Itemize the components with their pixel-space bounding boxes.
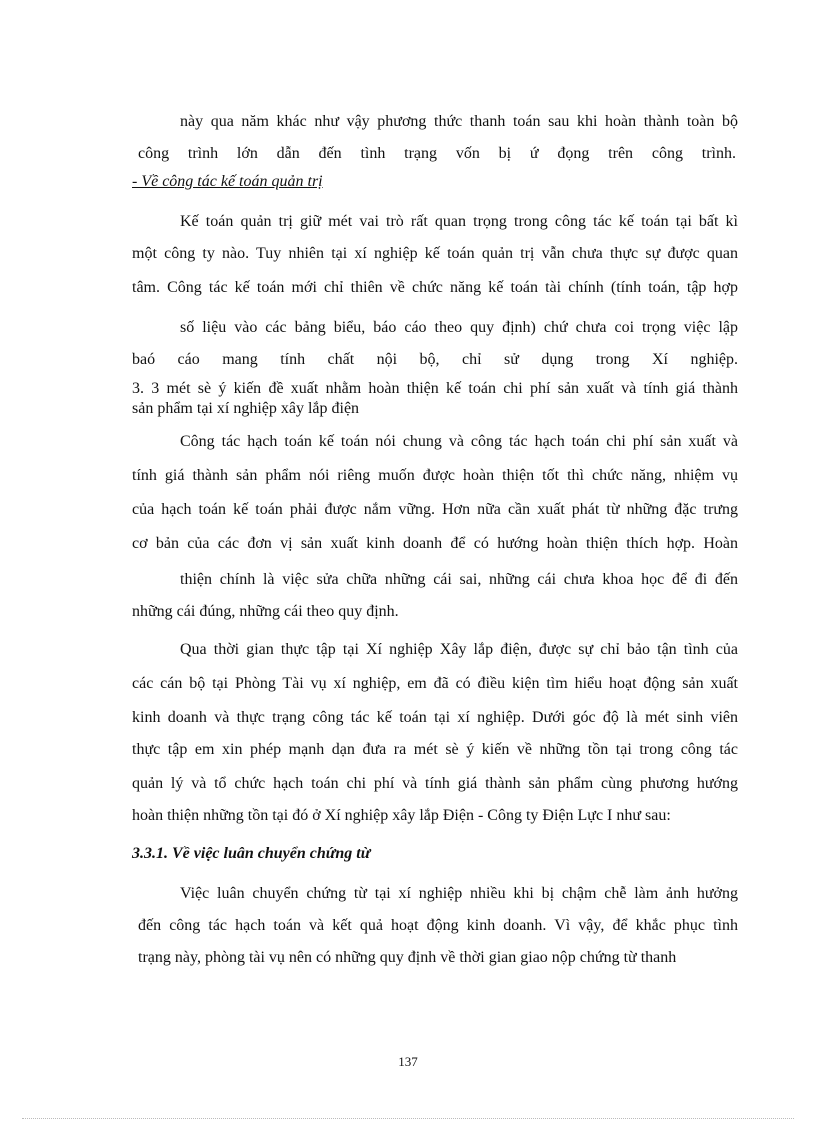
text-line: quản lý và tổ chức hạch toán chi phí và tính giá thành sản phẩm cùng phương hướng [132, 775, 738, 792]
text-line: thực tập em xin phép mạnh dạn đưa ra mét sè ý kiến về những tồn tại trong công tác [132, 741, 738, 758]
text-line: thiện chính là việc sửa chữa những cái sai, những cái chưa khoa học để đi đến [180, 571, 738, 588]
text-line: này qua năm khác như vậy phương thức thanh toán sau khi hoàn thành toàn bộ [180, 113, 738, 130]
text-line: kinh doanh và thực trạng công tác kế toán tại xí nghiệp. Dưới góc độ là mét sinh viên [132, 709, 738, 726]
section-heading: - Về công tác kế toán quản trị [132, 173, 323, 190]
text-line: các cán bộ tại Phòng Tài vụ xí nghiệp, em đã có điều kiện tìm hiểu hoạt động sản xuất [132, 675, 738, 692]
text-line: cơ bản của các đơn vị sản xuất kinh doanh để có hướng hoàn thiện thích hợp. Hoàn [132, 535, 738, 552]
text-line: Qua thời gian thực tập tại Xí nghiệp Xây lắp điện, được sự chỉ bảo tận tình của [180, 641, 738, 658]
text-line: Công tác hạch toán kế toán nói chung và công tác hạch toán chi phí sản xuất và [180, 433, 738, 450]
text-line: hoàn thiện những tồn tại đó ở Xí nghiệp xây lắp Điện - Công ty Điện Lực I như sau: [132, 807, 671, 824]
text-line: Kế toán quản trị giữ mét vai trò rất quan trọng trong công tác kế toán tại bất kì [180, 213, 738, 230]
text-line: trạng này, phòng tài vụ nên có những quy định về thời gian giao nộp chứng từ thanh [138, 949, 677, 966]
text-line: 3. 3 mét sè ý kiến đề xuất nhằm hoàn thiện kế toán chi phí sản xuất và tính giá thành [132, 380, 738, 397]
page-bottom-rule [22, 1118, 794, 1119]
text-line: của hạch toán kế toán phải được nắm vững. Hơn nữa cần xuất phát từ những đặc trưng [132, 501, 738, 518]
text-line: số liệu vào các bảng biểu, báo cáo theo quy định) chứ chưa coi trọng việc lập [180, 319, 738, 336]
text-line: sản phẩm tại xí nghiệp xây lắp điện [132, 400, 360, 417]
text-line: công trình lớn dẫn đến tình trạng vốn bị ứ đọng trên công trình. [138, 145, 736, 162]
subsection-heading: 3.3.1. Về việc luân chuyển chứng từ [132, 845, 371, 862]
text-line: những cái đúng, những cái theo quy định. [132, 603, 399, 620]
page-number: 137 [398, 1054, 418, 1069]
text-line: tâm. Công tác kế toán mới chỉ thiên về chức năng kế toán tài chính (tính toán, tập hợp [132, 279, 738, 296]
text-line: đến công tác hạch toán và kết quả hoạt động kinh doanh. Vì vậy, để khắc phục tình [138, 917, 738, 934]
text-line: một công ty nào. Tuy nhiên tại xí nghiệp kế toán quản trị vẫn chưa thực sự được quan [132, 245, 738, 262]
text-line: baó cáo mang tính chất nội bộ, chỉ sử dụng trong Xí nghiệp. [132, 351, 738, 368]
text-line: Việc luân chuyển chứng từ tại xí nghiệp nhiều khi bị chậm chễ làm ảnh hưởng [180, 885, 738, 902]
text-line: tính giá thành sản phẩm nói riêng muốn được hoàn thiện tốt thì chức năng, nhiệm vụ [132, 467, 738, 484]
